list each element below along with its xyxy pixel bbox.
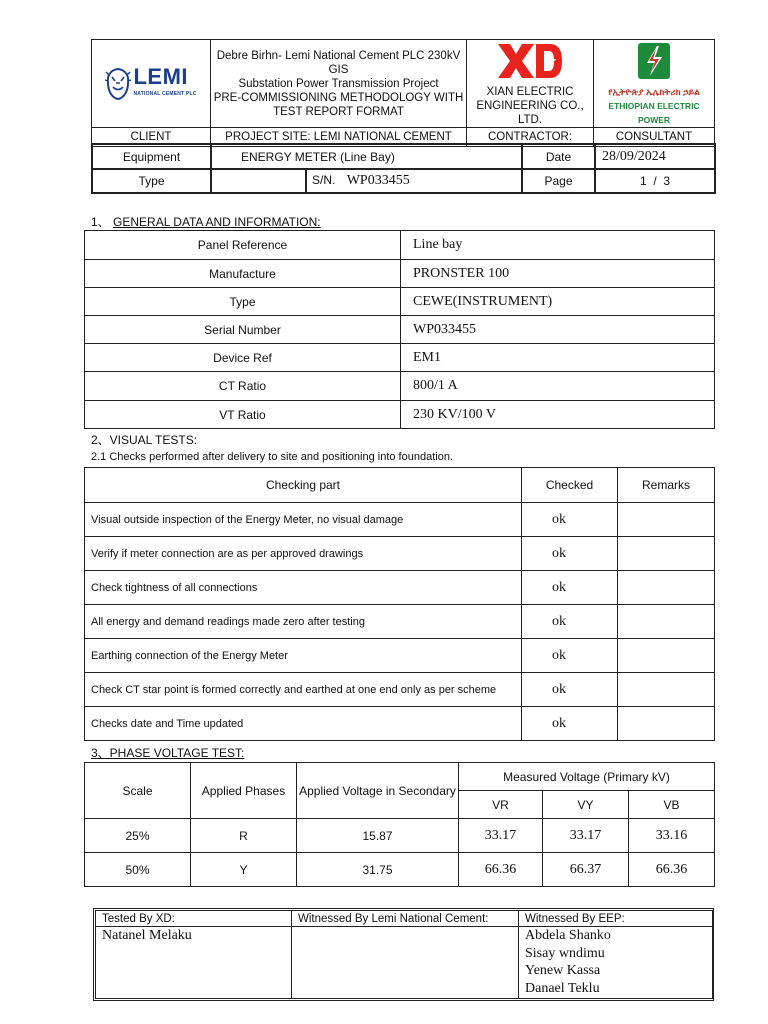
- visual-test-remarks: [618, 673, 715, 707]
- phase-measured-vr: 66.36: [459, 853, 543, 887]
- witnessed-lemi-names: [292, 927, 519, 999]
- visual-test-row: [85, 707, 715, 741]
- serial-label: S/N.: [312, 173, 336, 187]
- witnessed-eep-label: Witnessed By EEP:: [519, 911, 713, 927]
- signature-name: Abdela Shanko: [525, 928, 611, 943]
- general-data-row: [85, 260, 715, 288]
- general-data-row: [85, 231, 715, 260]
- visual-test-remarks: [618, 571, 715, 605]
- serial-value: WP033455: [346, 173, 410, 188]
- general-data-row: [85, 372, 715, 401]
- phase-voltage-table: [84, 762, 715, 887]
- visual-test-remarks: [618, 639, 715, 673]
- signature-block: [93, 908, 714, 1001]
- section-3-title-text: 3、PHASE VOLTAGE TEST:: [91, 746, 245, 760]
- header-vr: VR: [459, 791, 543, 819]
- phase-voltage-row: [85, 853, 715, 887]
- header-scale: Scale: [85, 763, 191, 819]
- lion-head-icon: [105, 67, 131, 101]
- visual-test-part: Checks date and Time updated: [85, 707, 522, 741]
- visual-test-part: Check tightness of all connections: [85, 571, 522, 605]
- date-label: Date: [522, 144, 595, 169]
- phase-measured-vr: 33.17: [459, 819, 543, 853]
- equipment-value: ENERGY METER (Line Bay): [211, 144, 522, 169]
- general-data-value: 230 KV/100 V: [401, 401, 715, 429]
- equipment-label: Equipment: [92, 144, 211, 169]
- eep-logo-icon: [636, 41, 672, 81]
- witnessed-lemi-label: Witnessed By Lemi National Cement:: [292, 911, 519, 927]
- general-data-value: PRONSTER 100: [401, 260, 715, 288]
- lemi-logo-cell: [92, 40, 211, 128]
- visual-test-checked: ok: [522, 537, 618, 571]
- section-1-title: GENERAL DATA AND INFORMATION:: [113, 215, 321, 229]
- visual-test-part: Visual outside inspection of the Energy Meter, no visual damage: [85, 503, 522, 537]
- general-data-label: VT Ratio: [85, 401, 401, 429]
- header-vy: VY: [543, 791, 629, 819]
- phase-measured-vy: 66.37: [543, 853, 629, 887]
- project-title-cell: [211, 40, 467, 128]
- header-vb: VB: [629, 791, 715, 819]
- phase-measured-vy: 33.17: [543, 819, 629, 853]
- phase-voltage-row: [85, 819, 715, 853]
- general-data-label: CT Ratio: [85, 372, 401, 401]
- header-measured-voltage: Measured Voltage (Primary kV): [459, 763, 715, 791]
- section-3-title: [91, 744, 244, 761]
- phase-applied: Y: [191, 853, 297, 887]
- project-title-line-1: Debre Birhn- Lemi National Cement PLC 230kV GIS: [216, 49, 461, 76]
- visual-test-row: [85, 503, 715, 537]
- general-data-value: Line bay: [401, 231, 715, 260]
- document-header: [91, 39, 715, 147]
- type-label: Type: [92, 169, 211, 193]
- visual-test-remarks: [618, 605, 715, 639]
- header-remarks: Remarks: [618, 468, 715, 503]
- visual-test-checked: ok: [522, 605, 618, 639]
- signature-name: Yenew Kassa: [525, 963, 601, 978]
- project-title-line-4: TEST REPORT FORMAT: [273, 105, 404, 118]
- general-data-table: [84, 230, 715, 429]
- visual-test-checked: ok: [522, 673, 618, 707]
- lemi-logo-subtext: NATIONAL CEMENT PLC: [133, 90, 197, 97]
- project-title-line-2: Substation Power Transmission Project: [238, 77, 439, 90]
- phase-applied: R: [191, 819, 297, 853]
- phase-scale: 50%: [85, 853, 191, 887]
- phase-applied-voltage: 15.87: [297, 819, 459, 853]
- equipment-table: [91, 143, 716, 194]
- phase-measured-vb: 66.36: [629, 853, 715, 887]
- general-data-value: CEWE(INSTRUMENT): [401, 288, 715, 316]
- visual-test-checked: ok: [522, 707, 618, 741]
- contractor-logo-cell: [467, 40, 594, 128]
- type-value: [211, 169, 306, 193]
- phase-applied-voltage: 31.75: [297, 853, 459, 887]
- section-2-title: 2、VISUAL TESTS:: [91, 433, 198, 447]
- phase-scale: 25%: [85, 819, 191, 853]
- visual-test-row: [85, 571, 715, 605]
- general-data-row: [85, 316, 715, 344]
- header-applied-voltage: Applied Voltage in Secondary: [297, 763, 459, 819]
- contractor-label: CONTRACTOR:: [467, 128, 594, 147]
- lemi-logo: [92, 63, 210, 101]
- consultant-label: CONSULTANT: [594, 128, 715, 147]
- visual-test-row: [85, 673, 715, 707]
- general-data-value: EM1: [401, 344, 715, 372]
- lemi-logo-text: LEMI: [133, 63, 189, 89]
- phase-measured-vb: 33.16: [629, 819, 715, 853]
- contractor-name-line-1: XIAN ELECTRIC: [486, 86, 574, 98]
- visual-test-checked: ok: [522, 639, 618, 673]
- signature-name: Natanel Melaku: [102, 928, 192, 943]
- visual-test-checked: ok: [522, 503, 618, 537]
- eep-name-amharic: የኢትዮጵያ ኤሌክትሪክ ኃይል: [608, 86, 700, 97]
- visual-test-row: [85, 639, 715, 673]
- visual-test-row: [85, 537, 715, 571]
- date-value: 28/09/2024: [595, 144, 715, 169]
- visual-tests-table: [84, 467, 715, 741]
- visual-test-row: [85, 605, 715, 639]
- signature-table: [95, 910, 713, 999]
- visual-test-checked: ok: [522, 571, 618, 605]
- general-data-label: Serial Number: [85, 316, 401, 344]
- section-2-subtitle: 2.1 Checks performed after delivery to site and positioning into foundation.: [91, 451, 453, 463]
- signature-name: Danael Teklu: [525, 980, 600, 996]
- section-1-number: 1、: [91, 215, 110, 229]
- signature-name: Sisay wndimu: [525, 945, 605, 961]
- eep-name-english: ETHIOPIAN ELECTRIC POWER: [608, 100, 700, 125]
- tested-by-names: [96, 927, 292, 999]
- header-checking-part: Checking part: [85, 468, 522, 503]
- contractor-name-line-2: ENGINEERING CO., LTD.: [476, 100, 584, 126]
- general-data-value: WP033455: [401, 316, 715, 344]
- project-site-label: PROJECT SITE: LEMI NATIONAL CEMENT: [211, 128, 467, 147]
- general-data-row: [85, 401, 715, 429]
- witnessed-eep-names: [519, 927, 713, 999]
- general-data-row: [85, 288, 715, 316]
- section-1-heading: [91, 213, 321, 230]
- project-title-line-3: PRE-COMMISSIONING METHODOLOGY WITH: [213, 91, 464, 104]
- visual-test-remarks: [618, 537, 715, 571]
- visual-test-part: All energy and demand readings made zero after testing: [85, 605, 522, 639]
- serial-cell: [306, 169, 522, 193]
- tested-by-label: Tested By XD:: [96, 911, 292, 927]
- xd-logo: [496, 42, 564, 80]
- header-applied-phases: Applied Phases: [191, 763, 297, 819]
- general-data-label: Device Ref: [85, 344, 401, 372]
- general-data-value: 800/1 A: [401, 372, 715, 401]
- general-data-label: Manufacture: [85, 260, 401, 288]
- page-value: 1 / 3: [595, 169, 715, 193]
- visual-test-remarks: [618, 707, 715, 741]
- client-label: CLIENT: [92, 128, 211, 147]
- visual-test-part: Earthing connection of the Energy Meter: [85, 639, 522, 673]
- eep-logo-cell: [594, 40, 715, 128]
- visual-test-part: Verify if meter connection are as per approved drawings: [85, 537, 522, 571]
- visual-test-remarks: [618, 503, 715, 537]
- header-checked: Checked: [522, 468, 618, 503]
- general-data-label: Type: [85, 288, 401, 316]
- page-label: Page: [522, 169, 595, 193]
- visual-test-part: Check CT star point is formed correctly and earthed at one end only as per scheme: [85, 673, 522, 707]
- general-data-row: [85, 344, 715, 372]
- general-data-label: Panel Reference: [85, 231, 401, 260]
